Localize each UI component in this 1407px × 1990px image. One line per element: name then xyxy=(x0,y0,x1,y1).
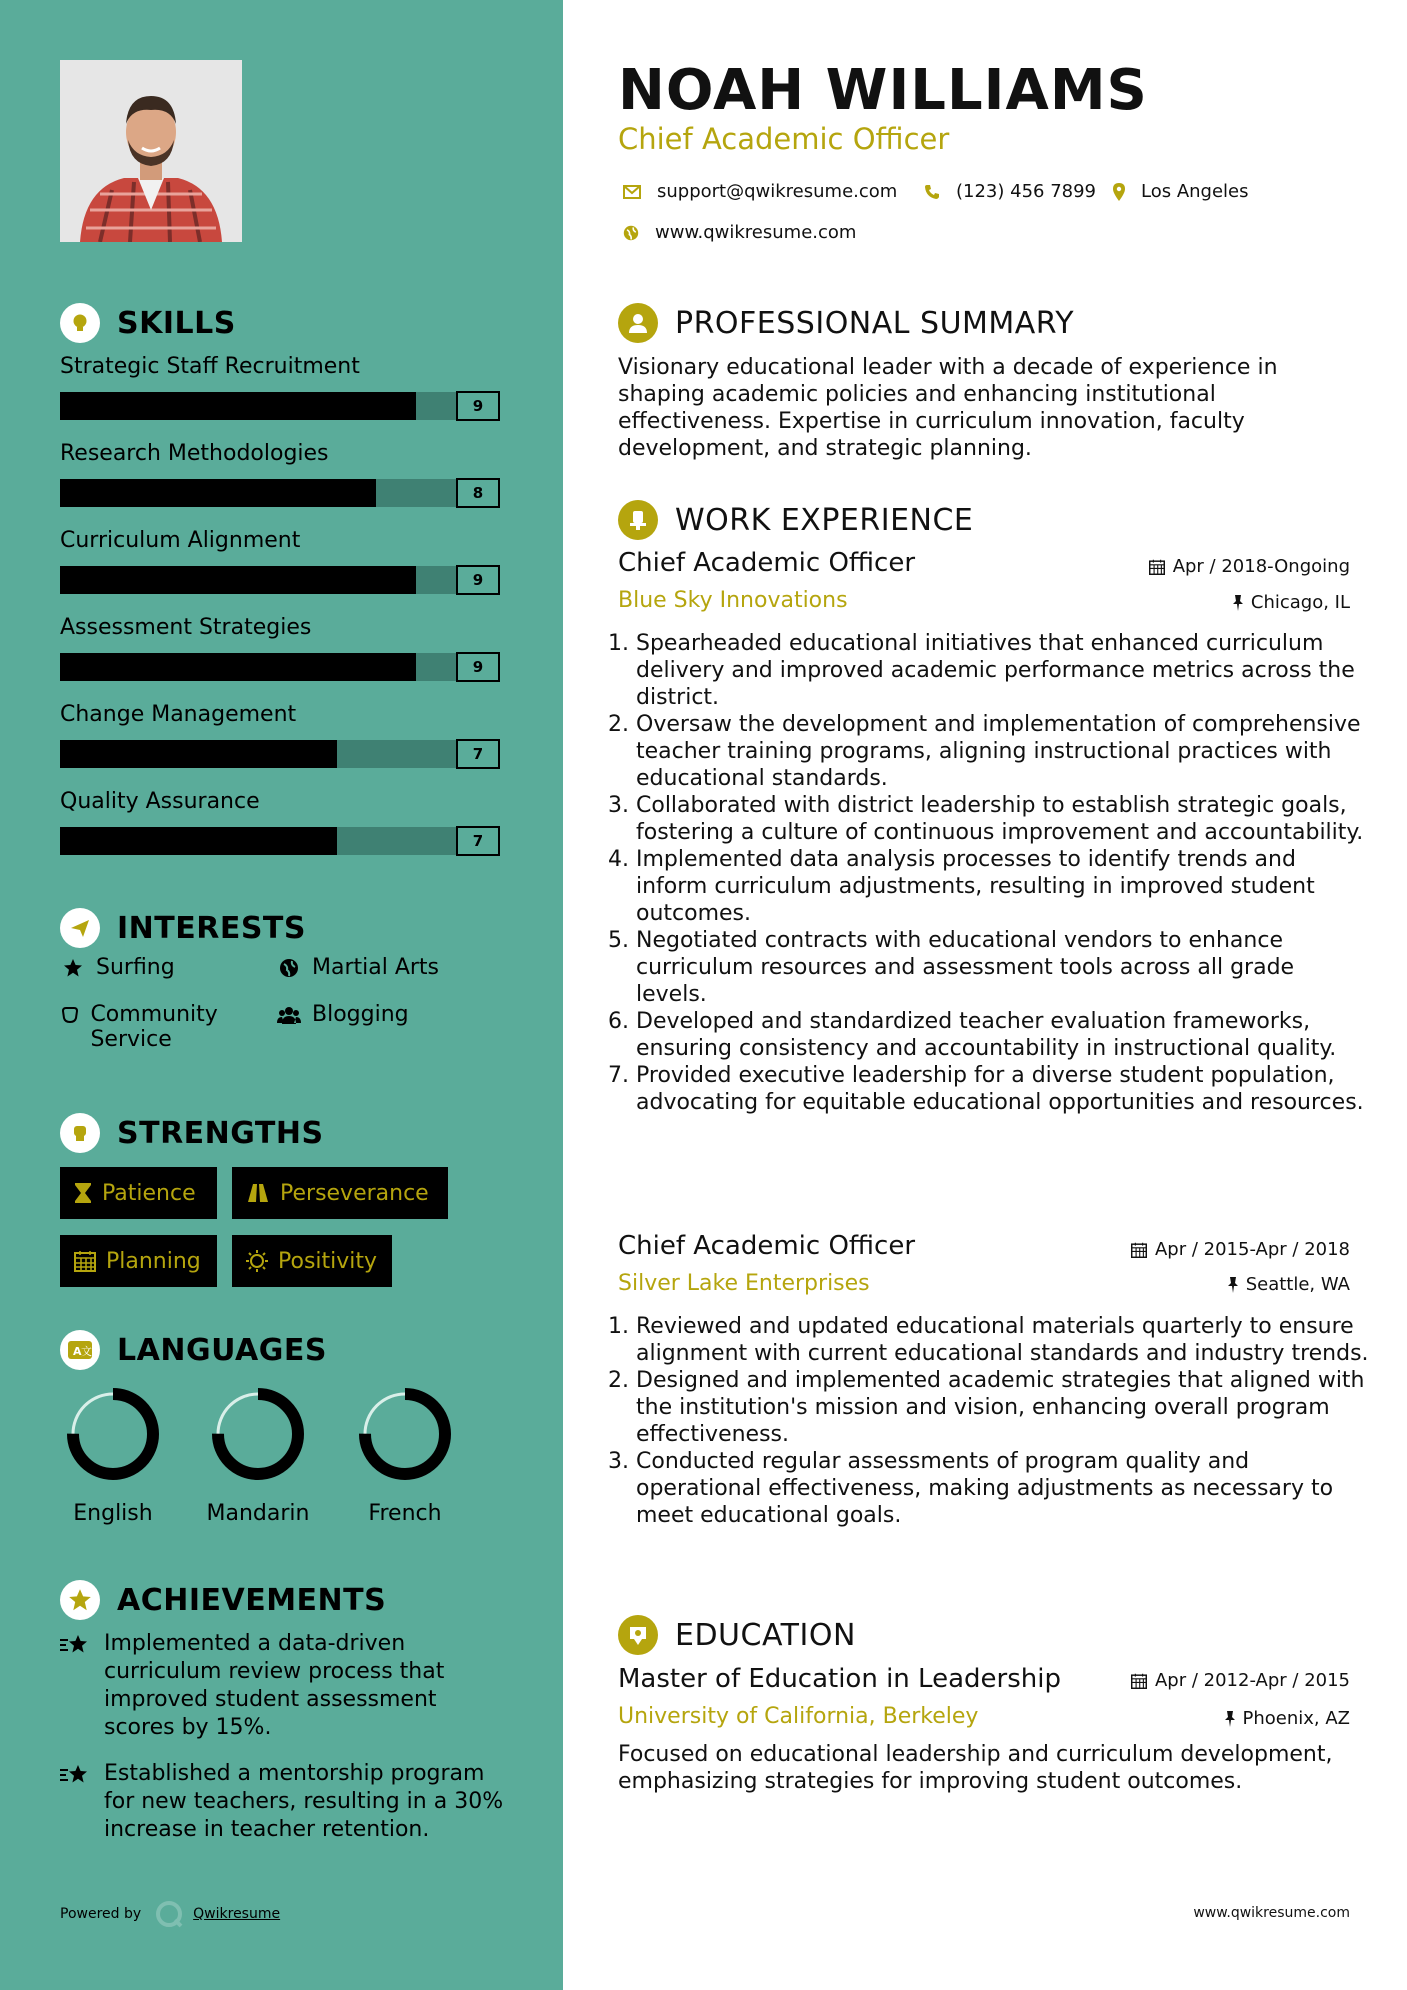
skill-bar xyxy=(60,566,500,594)
duty-item: 3. Collaborated with district leadership to establish strategic goals, fostering a culture of continuous improvement and accountability. xyxy=(636,792,1371,846)
paper-plane-icon xyxy=(60,908,100,948)
skill-score: 9 xyxy=(456,652,500,682)
skill-label: Change Management xyxy=(60,702,297,727)
job-title: Chief Academic Officer xyxy=(618,548,916,578)
job-title: Chief Academic Officer xyxy=(618,1231,916,1261)
education-heading: EDUCATION xyxy=(618,1615,856,1655)
skill-bar-fill xyxy=(60,653,416,681)
duty-item: 5. Negotiated contracts with educational vendors to enhance curriculum resources and assessment tools across all grade levels. xyxy=(636,927,1371,1008)
briefcase-icon xyxy=(618,500,658,540)
calendar-icon xyxy=(1149,559,1165,575)
lightbulb-icon xyxy=(60,303,100,343)
skills-heading: SKILLS xyxy=(60,303,236,343)
strength-chip: Patience xyxy=(60,1167,217,1219)
skill-label: Curriculum Alignment xyxy=(60,528,301,553)
duty-list xyxy=(618,630,1371,1116)
skill-bar-fill xyxy=(60,827,337,855)
company-name: Blue Sky Innovations xyxy=(618,588,848,613)
job-dates: Apr / 2018-Ongoing xyxy=(1149,556,1350,577)
language-label: English xyxy=(73,1501,153,1526)
skill-label: Quality Assurance xyxy=(60,789,260,814)
qwikresume-logo-icon xyxy=(155,1900,183,1928)
phone-icon xyxy=(924,184,940,200)
summary-heading: PROFESSIONAL SUMMARY xyxy=(618,303,1074,343)
hand-icon xyxy=(60,1002,80,1025)
duty-list xyxy=(618,1313,1371,1529)
skill-score: 7 xyxy=(456,826,500,856)
job-location: Chicago, IL xyxy=(1233,592,1350,613)
skill-score: 9 xyxy=(456,391,500,421)
skill-bar xyxy=(60,740,500,768)
education-text: Focused on educational leadership and curriculum development, emphasizing strategies for improving student outcomes. xyxy=(618,1742,1333,1794)
powered-by: Powered by Qwikresume xyxy=(60,1900,280,1928)
duty-item: 7. Provided executive leadership for a diverse student population, advocating for equitable educational opportunities and resources. xyxy=(636,1062,1371,1116)
skill-score: 7 xyxy=(456,739,500,769)
skill-bar xyxy=(60,479,500,507)
languages-heading: A 文 LANGUAGES xyxy=(60,1330,327,1370)
language-label: French xyxy=(368,1501,442,1526)
skill-bar-fill xyxy=(60,392,416,420)
footer-website[interactable]: www.qwikresume.com xyxy=(1193,1905,1350,1921)
job-dates: Apr / 2015-Apr / 2018 xyxy=(1131,1239,1350,1260)
skill-bar-fill xyxy=(60,740,337,768)
skill-label: Research Methodologies xyxy=(60,441,329,466)
duty-item: 2. Oversaw the development and implementation of comprehensive teacher training programs, aligning instructional practices with educational standards. xyxy=(636,711,1371,792)
interest-item: Surfing xyxy=(60,955,175,980)
degree-title: Master of Education in Leadership xyxy=(618,1664,1061,1694)
svg-text:文: 文 xyxy=(81,1345,92,1358)
profile-photo xyxy=(60,60,242,242)
fist-icon xyxy=(60,1113,100,1153)
sun-icon xyxy=(246,1250,268,1272)
interest-item: Martial Arts xyxy=(276,955,439,980)
achievement-item: Implemented a data-driven curriculum review process that improved student assessment scores by 15%. xyxy=(60,1630,510,1742)
experience-heading: WORK EXPERIENCE xyxy=(618,500,973,540)
location-contact: Los Angeles xyxy=(1113,181,1249,202)
star-icon xyxy=(60,1630,94,1742)
skill-score: 8 xyxy=(456,478,500,508)
language-ring xyxy=(211,1387,305,1481)
summary-text: Visionary educational leader with a decade of experience in shaping academic policies and enhancing institutional effectiveness. Expertise in curriculum innovation, faculty development, and strategic planning. xyxy=(618,355,1278,461)
globe-icon xyxy=(623,225,639,241)
duty-item: 4. Implemented data analysis processes to identify trends and inform curriculum adjustments, resulting in improved student outcomes. xyxy=(636,846,1371,927)
road-icon xyxy=(246,1183,270,1203)
map-pin-icon xyxy=(1113,183,1125,201)
hourglass-icon xyxy=(74,1182,92,1204)
skill-label: Strategic Staff Recruitment xyxy=(60,354,360,379)
calendar-icon xyxy=(1131,1673,1147,1689)
pushpin-icon xyxy=(1225,1711,1235,1727)
strength-chip: Planning xyxy=(60,1235,217,1287)
star-icon xyxy=(60,1760,94,1844)
pushpin-icon xyxy=(1228,1277,1238,1293)
language-ring xyxy=(358,1387,452,1481)
language-label: Mandarin xyxy=(206,1501,310,1526)
star-badge-icon xyxy=(60,1580,100,1620)
website-contact xyxy=(623,222,856,243)
skill-bar xyxy=(60,827,500,855)
company-name: Silver Lake Enterprises xyxy=(618,1271,870,1296)
education-location: Phoenix, AZ xyxy=(1225,1708,1351,1729)
skill-bar xyxy=(60,392,500,420)
pushpin-icon xyxy=(1233,595,1243,611)
email-link[interactable]: support@qwikresume.com xyxy=(657,181,898,202)
skill-label: Assessment Strategies xyxy=(60,615,312,640)
skill-bar-fill xyxy=(60,566,416,594)
skill-score: 9 xyxy=(456,565,500,595)
strengths-heading: STRENGTHS xyxy=(60,1113,324,1153)
education-dates: Apr / 2012-Apr / 2015 xyxy=(1131,1670,1350,1691)
graduation-icon xyxy=(618,1615,658,1655)
website-link[interactable]: www.qwikresume.com xyxy=(655,222,857,243)
language-ring xyxy=(66,1387,160,1481)
candidate-title: Chief Academic Officer xyxy=(618,122,950,156)
duty-item: 2. Designed and implemented academic strategies that aligned with the institution's mission and vision, enhancing overall program effectiveness. xyxy=(636,1367,1371,1448)
sidebar xyxy=(0,0,563,1990)
candidate-name: NOAH WILLIAMS xyxy=(618,58,1148,123)
interests-heading: INTERESTS xyxy=(60,908,306,948)
duty-item: 6. Developed and standardized teacher evaluation frameworks, ensuring consistency and accountability in instructional quality. xyxy=(636,1008,1371,1062)
strength-chip: Perseverance xyxy=(232,1167,448,1219)
envelope-icon xyxy=(623,185,641,199)
email-contact xyxy=(623,181,897,202)
interest-item: Blogging xyxy=(276,1002,409,1027)
qwikresume-link[interactable]: Qwikresume xyxy=(193,1906,281,1922)
achievements-heading: ACHIEVEMENTS xyxy=(60,1580,386,1620)
skill-bar xyxy=(60,653,500,681)
star-icon xyxy=(60,955,86,978)
skill-bar-fill xyxy=(60,479,376,507)
user-icon xyxy=(618,303,658,343)
strength-chip: Positivity xyxy=(232,1235,392,1287)
duty-item: 3. Conducted regular assessments of program quality and operational effectiveness, making adjustments as necessary to meet educational goals. xyxy=(636,1448,1371,1529)
svg-text:A: A xyxy=(73,1345,82,1358)
calendar-icon xyxy=(74,1250,96,1272)
phone-contact: (123) 456 7899 xyxy=(924,181,1096,202)
users-icon xyxy=(276,1002,302,1025)
school-name: University of California, Berkeley xyxy=(618,1704,979,1729)
job-location: Seattle, WA xyxy=(1228,1274,1350,1295)
translate-icon xyxy=(60,1330,100,1370)
achievement-item: Established a mentorship program for new teachers, resulting in a 30% increase in teacher retention. xyxy=(60,1760,510,1844)
duty-item: 1. Spearheaded educational initiatives that enhanced curriculum delivery and improved academic performance metrics across the district. xyxy=(636,630,1371,711)
calendar-icon xyxy=(1131,1242,1147,1258)
interest-item: Community Service xyxy=(60,1002,260,1052)
duty-item: 1. Reviewed and updated educational materials quarterly to ensure alignment with current educational standards and industry trends. xyxy=(636,1313,1371,1367)
globe-icon xyxy=(276,955,302,978)
